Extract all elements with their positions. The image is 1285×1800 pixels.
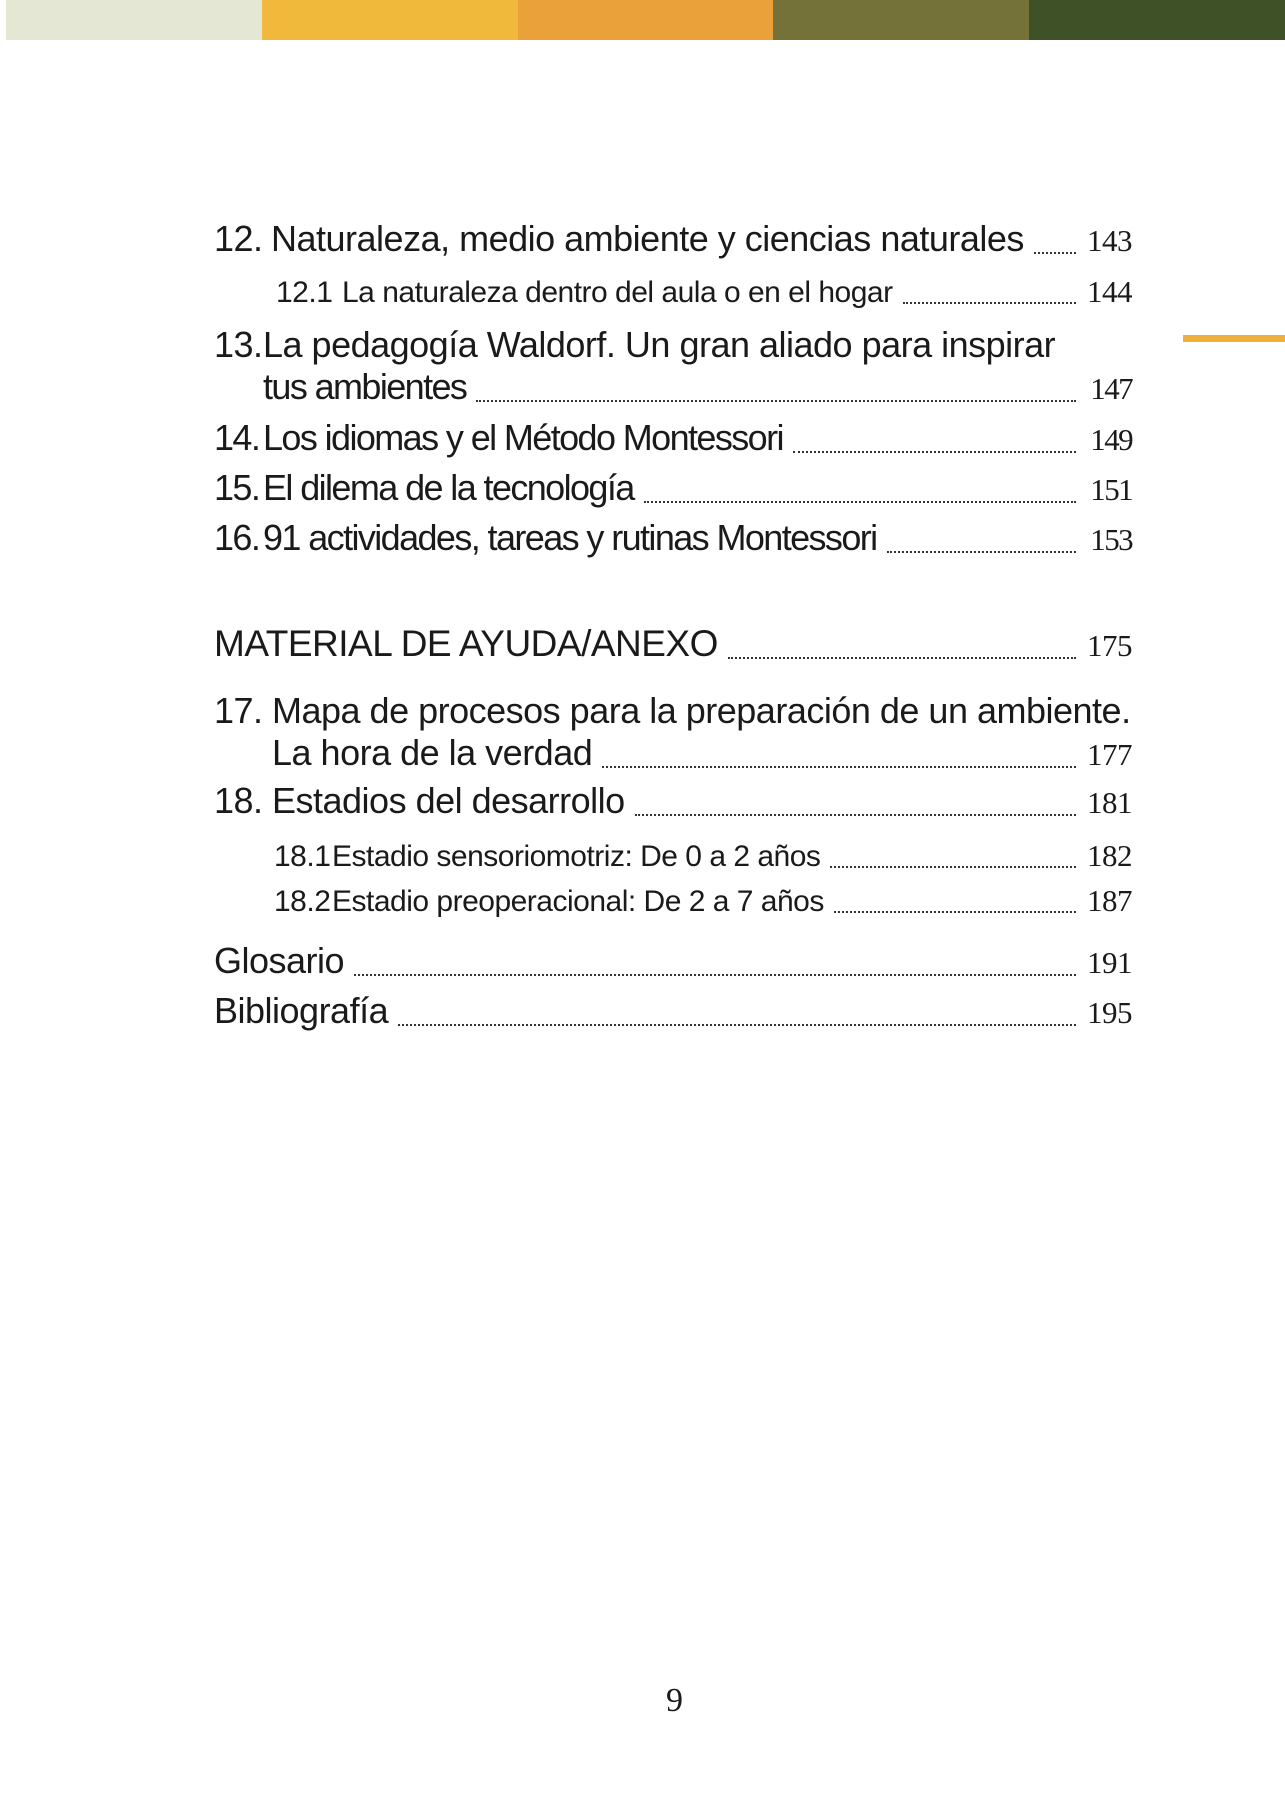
entry-title: Estadio preoperacional: De 2 a 7 años bbox=[332, 885, 824, 918]
entry-number: 15. bbox=[214, 467, 260, 508]
dot-leader bbox=[903, 302, 1076, 304]
toc-entry-18-2[interactable] bbox=[274, 883, 1132, 919]
page-number: 9 bbox=[666, 1682, 683, 1719]
band-segment-2 bbox=[262, 0, 518, 40]
toc-entry-13-first-line[interactable] bbox=[214, 324, 1055, 366]
dot-leader bbox=[834, 911, 1076, 913]
entry-title-continued: tus ambientes bbox=[263, 366, 467, 407]
dot-leader bbox=[830, 866, 1076, 868]
entry-page: 153 bbox=[1090, 522, 1132, 557]
entry-number: 18. bbox=[214, 780, 263, 821]
entry-page: 191 bbox=[1087, 945, 1132, 980]
dot-leader bbox=[602, 766, 1076, 768]
toc-entry-14[interactable] bbox=[214, 417, 1132, 459]
entry-page: 195 bbox=[1087, 995, 1132, 1030]
entry-number: 12. bbox=[214, 218, 263, 259]
entry-title: El dilema de la tecnología bbox=[263, 467, 634, 508]
entry-number: 18.1 bbox=[274, 840, 331, 873]
dot-leader bbox=[644, 501, 1076, 503]
side-tab-marker bbox=[1183, 335, 1285, 342]
entry-number: 13. bbox=[214, 324, 263, 365]
band-segment-1 bbox=[6, 0, 262, 40]
top-color-band bbox=[6, 0, 1285, 40]
dot-leader bbox=[1034, 252, 1076, 254]
entry-page: 181 bbox=[1087, 785, 1132, 820]
entry-title: La pedagogía Waldorf. Un gran aliado para inspirar bbox=[263, 324, 1056, 365]
entry-page: 177 bbox=[1087, 737, 1132, 772]
entry-page: 149 bbox=[1090, 422, 1132, 457]
toc-entry-glosario[interactable] bbox=[214, 940, 1132, 982]
toc-entry-13[interactable] bbox=[263, 366, 1132, 408]
band-segment-4 bbox=[773, 0, 1029, 40]
entry-title: La naturaleza dentro del aula o en el hogar bbox=[342, 276, 893, 309]
entry-page: 144 bbox=[1087, 274, 1132, 309]
section-title: MATERIAL DE AYUDA/ANEXO bbox=[214, 623, 718, 664]
dot-leader bbox=[635, 814, 1076, 816]
entry-title: Bibliografía bbox=[214, 990, 389, 1031]
dot-leader bbox=[793, 451, 1076, 453]
entry-number: 16. bbox=[214, 517, 260, 558]
toc-section-material-de-ayuda[interactable] bbox=[214, 623, 1132, 665]
entry-title-continued: La hora de la verdad bbox=[272, 732, 593, 773]
entry-title: Naturaleza, medio ambiente y ciencias naturales bbox=[271, 218, 1024, 259]
dot-leader bbox=[354, 974, 1076, 976]
toc-entry-12-1[interactable] bbox=[276, 274, 1132, 310]
entry-number: 17. bbox=[214, 690, 263, 731]
toc-entry-bibliografia[interactable] bbox=[214, 990, 1132, 1032]
entry-title: 91 actividades, tareas y rutinas Montessori bbox=[263, 517, 877, 558]
dot-leader bbox=[398, 1024, 1076, 1026]
toc-entry-18-1[interactable] bbox=[274, 838, 1132, 874]
toc-entry-16[interactable] bbox=[214, 517, 1132, 559]
toc-entry-15[interactable] bbox=[214, 467, 1132, 509]
entry-page: 143 bbox=[1087, 223, 1132, 258]
entry-page: 147 bbox=[1090, 371, 1132, 406]
entry-title: Estadios del desarrollo bbox=[272, 780, 625, 821]
entry-page: 151 bbox=[1090, 472, 1132, 507]
toc-entry-17[interactable] bbox=[272, 732, 1132, 774]
band-segment-3 bbox=[518, 0, 774, 40]
toc-entry-12[interactable] bbox=[214, 218, 1132, 260]
entry-title: Los idiomas y el Método Montessori bbox=[263, 417, 783, 458]
entry-number: 12.1 bbox=[276, 276, 333, 309]
dot-leader bbox=[887, 551, 1076, 553]
entry-page: 175 bbox=[1087, 628, 1132, 663]
toc-entry-17-first-line[interactable] bbox=[214, 690, 1131, 732]
entry-page: 182 bbox=[1087, 838, 1132, 873]
entry-title: Mapa de procesos para la preparación de un ambiente. bbox=[272, 690, 1131, 731]
entry-page: 187 bbox=[1087, 883, 1132, 918]
entry-number: 18.2 bbox=[274, 885, 331, 918]
entry-title: Glosario bbox=[214, 940, 345, 981]
dot-leader bbox=[728, 657, 1076, 659]
entry-number: 14. bbox=[214, 417, 260, 458]
toc-entry-18[interactable] bbox=[214, 780, 1132, 822]
dot-leader bbox=[476, 400, 1076, 402]
band-segment-5 bbox=[1029, 0, 1285, 40]
entry-title: Estadio sensoriomotriz: De 0 a 2 años bbox=[332, 840, 821, 873]
